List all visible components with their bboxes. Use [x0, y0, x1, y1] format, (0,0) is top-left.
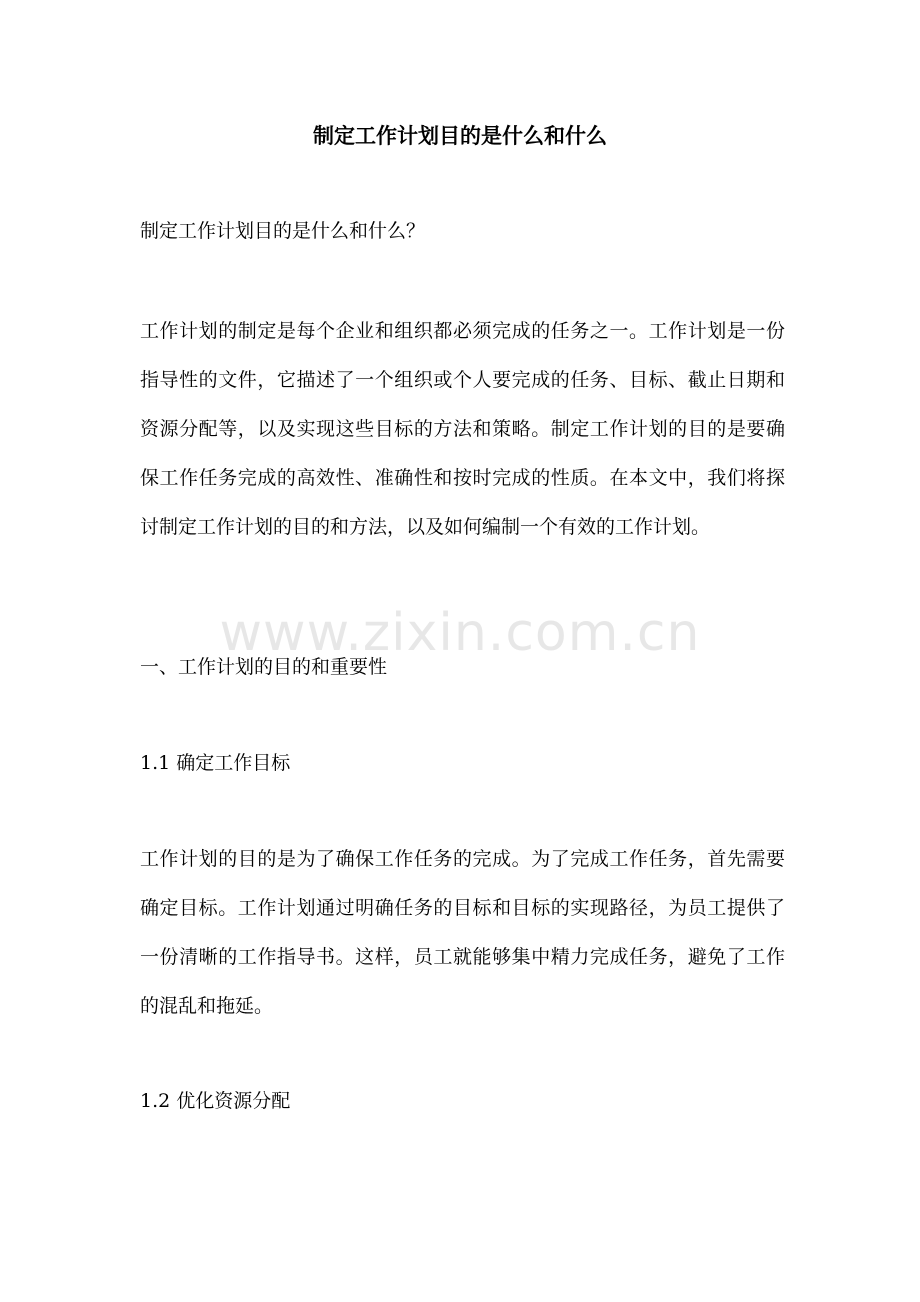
subsection-heading-1-1: 1.1 确定工作目标: [140, 752, 291, 774]
watermark: www.zixin.com.cn: [219, 603, 701, 663]
document-subtitle: 制定工作计划目的是什么和什么？: [140, 220, 426, 242]
document-title: 制定工作计划目的是什么和什么: [313, 123, 607, 148]
intro-paragraph: 工作计划的制定是每个企业和组织都必须完成的任务之一。工作计划是一份指导性的文件，它描述了一个组织或个人要完成的任务、目标、截止日期和资源分配等，以及实现这些目标的方法和策略。制定工作计划的目的是要确保工作任务完成的高效性、准确性和按时完成的性质。在本文中，我们将探讨制定工作计划的目的和方法，以及如何编制一个有效的工作计划。: [140, 320, 785, 538]
section-heading: 一、工作计划的目的和重要性: [140, 656, 388, 678]
subsection-heading-1-2: 1.2 优化资源分配: [140, 1090, 291, 1112]
paragraph-1-1: 工作计划的目的是为了确保工作任务的完成。为了完成工作任务，首先需要确定目标。工作计划通过明确任务的目标和目标的实现路径，为员工提供了一份清晰的工作指导书。这样，员工就能够集中精力完成任务，避免了工作的混乱和拖延。: [140, 848, 785, 1017]
